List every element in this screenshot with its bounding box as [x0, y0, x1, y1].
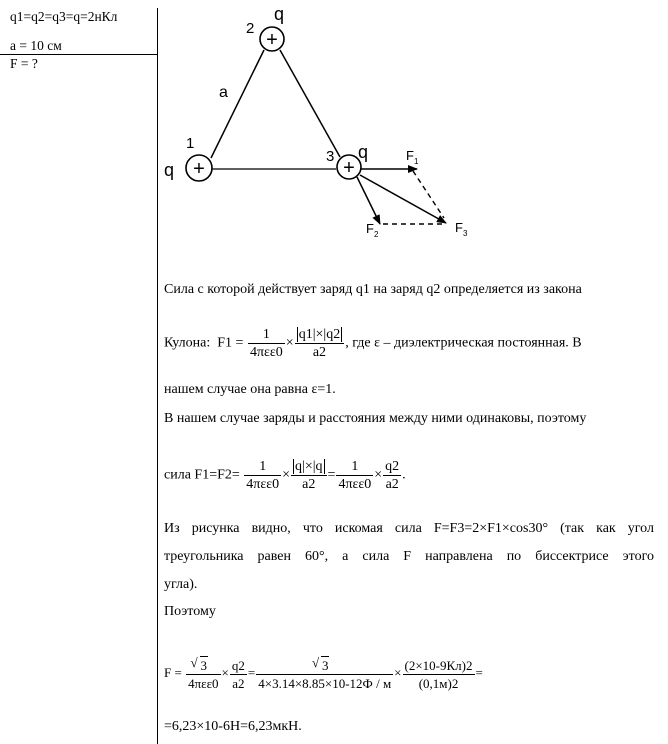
label-F3: $F_3$: [455, 220, 468, 238]
label-F2: $F_2$: [366, 221, 379, 239]
side-1-2: [211, 50, 264, 158]
frac-q1q2-over-a2: $\frac{q1|\times|q2}{a2}$: [295, 326, 345, 361]
label-1: 1: [186, 135, 195, 152]
label-q-top: q: [274, 4, 285, 24]
paragraph-epsilon: нашем случае она равна ε=1.: [164, 382, 336, 397]
dashed-parallel-1: [413, 171, 444, 218]
frac-1-over-4pi: $\frac{1}{\text{4πεε0}}$: [249, 327, 283, 360]
after-kulon: , где ε – диэлектрическая постоянная. В: [345, 335, 582, 351]
find-label: F = ?: [10, 56, 38, 71]
label-a: a: [219, 84, 228, 101]
F1-label: F1 =: [217, 335, 244, 351]
given-distance: a = 10 см: [10, 38, 62, 53]
paragraph-equal: В нашем случае заряды и расстояния между ними одинаковы, поэтому: [164, 411, 587, 426]
label-3: 3: [326, 148, 335, 165]
paragraph-intro: Сила с которой действует заряд q1 на заряд q2 определяется из закона: [164, 282, 582, 297]
kulon-prefix: Кулона:: [164, 335, 211, 351]
side-2-3: [280, 50, 340, 157]
coulomb-formula: Кулона: F1 = $\frac{1}{\text{4πεε0}}$ × $\frac{q1|\times|q2}{a2}$ , где ε – диэлектрическая постоянная. В: [164, 327, 582, 360]
charge-1-sign: +: [193, 158, 205, 180]
given-divider: [0, 54, 158, 55]
force-F3-arrow: [360, 175, 446, 223]
paragraph-therefore: Поэтому: [164, 604, 216, 619]
paragraph-figure-3: угла).: [164, 577, 198, 592]
force-equal-formula: сила F1=F2= $\frac{1}{\text{4πεε0}}$ × $\frac{q|\times|q}{a2}$ = $\frac{1}{\text{4πεε0}}$ × $\frac{q2}{a2}$ .: [164, 459, 406, 492]
charge-2-sign: +: [266, 29, 278, 51]
label-2: 2: [246, 20, 255, 37]
charge-3-sign: +: [343, 157, 355, 179]
paragraph-figure-1: Из рисунка видно, что искомая сила F=F3=2×F1×cos30° (так как угол: [164, 521, 654, 536]
label-q-right: q: [358, 142, 369, 162]
result: =6,23×10-6Н=6,23мкН.: [164, 719, 302, 734]
triangle-figure: [158, 0, 478, 250]
label-F1: $F_1$: [406, 148, 419, 166]
given-charges: q1=q2=q3=q=2нКл: [10, 9, 118, 24]
paragraph-figure-2: треугольника равен 60°, а сила F направлена по биссектрисе этого: [164, 549, 654, 564]
label-q-left: q: [164, 160, 175, 180]
final-formula: F = √ $\frac{3}{\text{4πεε0}}$ × $\frac{q2}{a2}$ = √ $\frac{3}{4\times 3.14\times 8.85\times 10-12Ф / м}$ × $\frac{(2\times 10-9Кл)2}{(0,1м)2}$ =: [164, 656, 654, 692]
